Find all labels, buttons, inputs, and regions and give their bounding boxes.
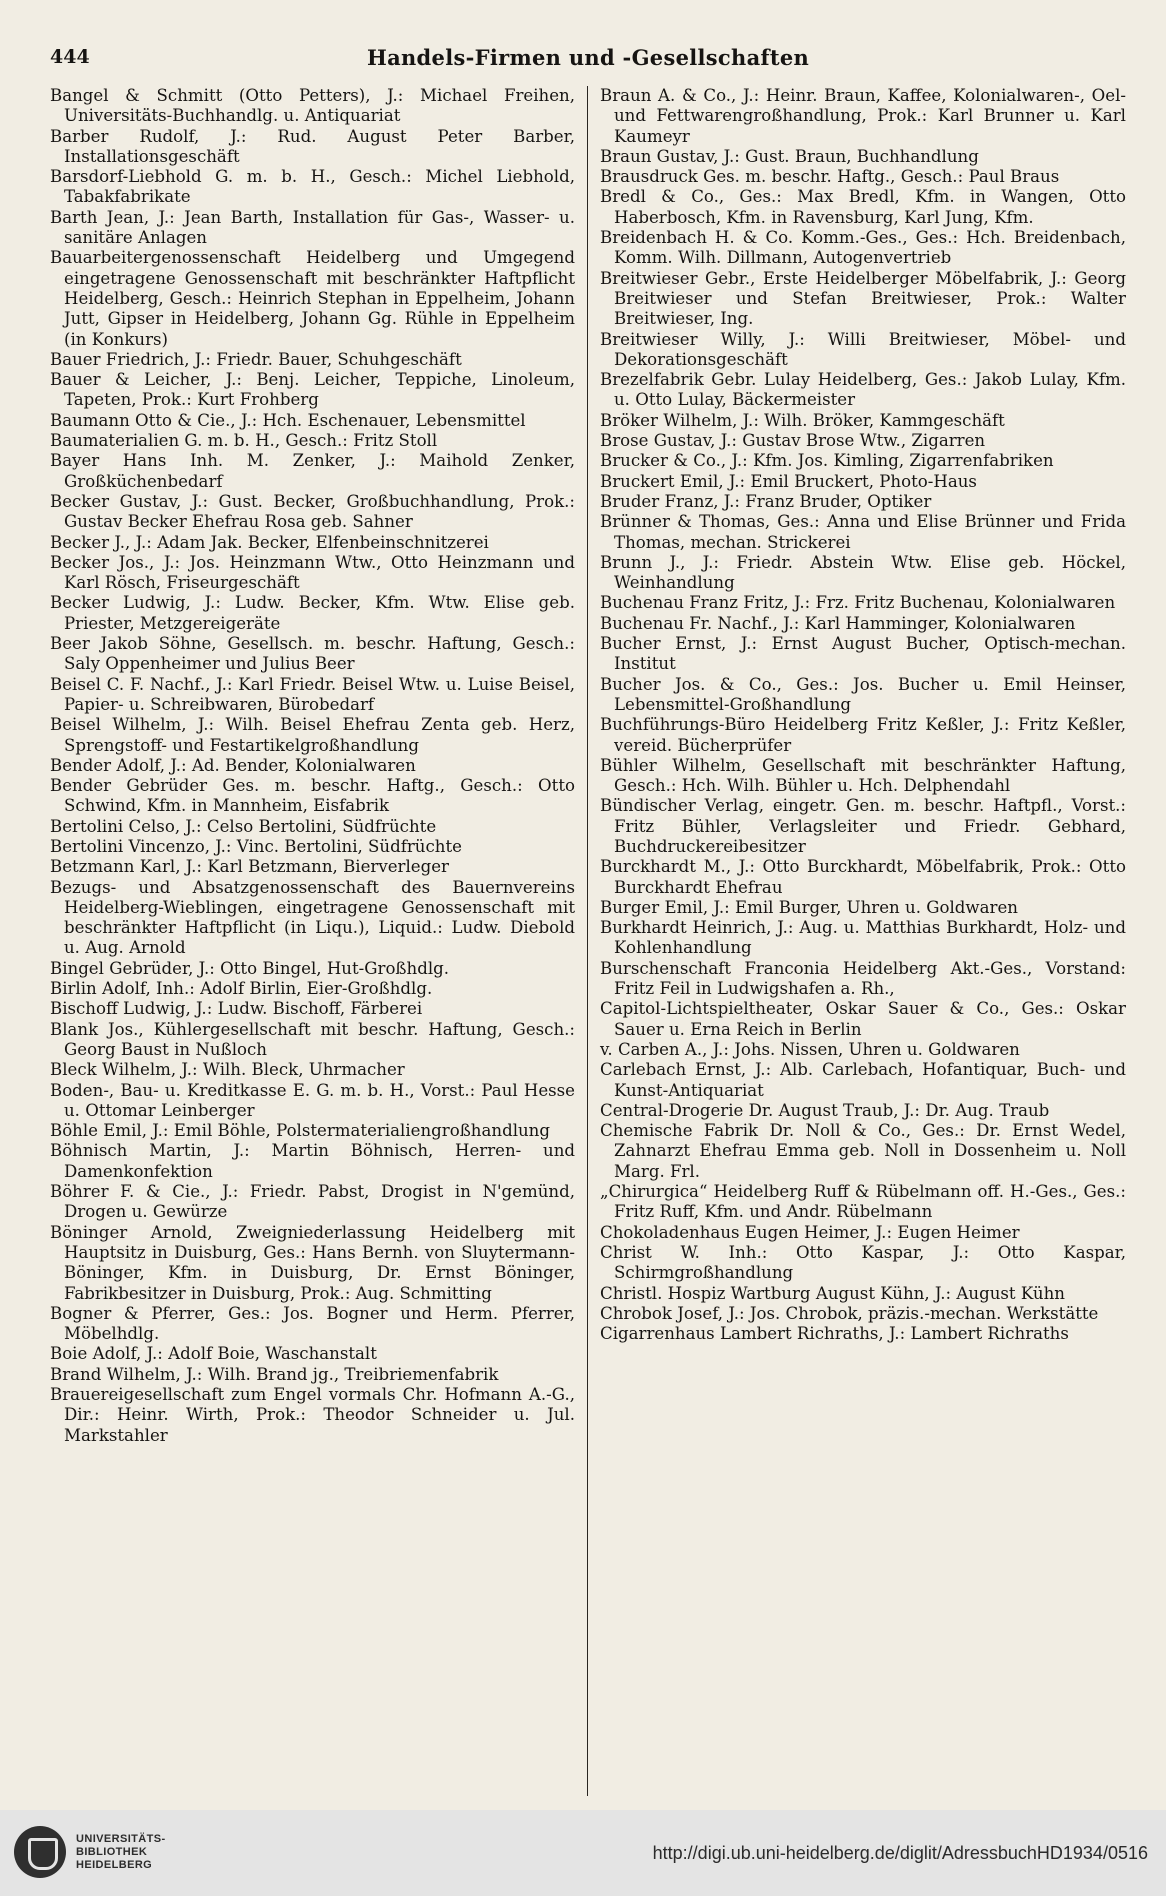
right-column <box>588 86 1126 1796</box>
directory-entry: Bauarbeitergenossenschaft Heidelberg und Umgegend eingetragene Genossenschaft mit beschränkter Haftpflicht Heidelberg, Gesch.: Heinrich Stephan in Eppelheim, Johann Jutt, Gipser in Heidelberg, Johann Gg. Rühle in Eppelheim (in Konkurs) <box>50 248 575 349</box>
directory-entry: Bertolini Celso, J.: Celso Bertolini, Südfrüchte <box>50 816 437 836</box>
directory-entry: Braun Gustav, J.: Gust. Braun, Buchhandlung <box>600 146 979 166</box>
directory-entry: Burkhardt Heinrich, J.: Aug. u. Matthias Burkhardt, Holz- und Kohlenhandlung <box>600 918 1126 958</box>
running-head: Handels-Firmen und -Gesellschaften <box>366 44 810 70</box>
directory-entry: Brausdruck Ges. m. beschr. Haftg., Gesch.: Paul Braus <box>600 167 1060 187</box>
directory-entry: Bauer & Leicher, J.: Benj. Leicher, Teppiche, Linoleum, Tapeten, Prok.: Kurt Frohberg <box>50 370 575 410</box>
directory-entry: Braun A. & Co., J.: Heinr. Braun, Kaffee, Kolonialwaren-, Oel- und Fettwarengroßhandlung, Prok.: Karl Brunner u. Karl Kaumeyr <box>600 86 1126 146</box>
logo-line: BIBLIOTHEK <box>76 1845 148 1858</box>
directory-entry: Chemische Fabrik Dr. Noll & Co., Ges.: Dr. Ernst Wedel, Zahnarzt Ehefrau Emma geb. Noll in Dossenheim u. Noll Marg. Frl. <box>600 1121 1126 1181</box>
directory-entry: Brose Gustav, J.: Gustav Brose Wtw., Zigarren <box>600 431 986 451</box>
directory-entry: Breidenbach H. & Co. Komm.-Ges., Ges.: Hch. Breidenbach, Komm. Wilh. Dillmann, Autogenvertrieb <box>600 228 1126 268</box>
directory-entry: Breitwieser Willy, J.: Willi Breitwieser, Möbel- und Dekorationsgeschäft <box>600 329 1126 369</box>
directory-entry: Bröker Wilhelm, J.: Wilh. Bröker, Kammgeschäft <box>600 410 1005 430</box>
directory-entry: Baumann Otto & Cie., J.: Hch. Eschenauer, Lebensmittel <box>50 410 526 430</box>
directory-entry: Becker Gustav, J.: Gust. Becker, Großbuchhandlung, Prok.: Gustav Becker Ehefrau Rosa geb. Sahner <box>50 491 575 532</box>
directory-entry: Buchführungs-Büro Heidelberg Fritz Keßler, J.: Fritz Keßler, vereid. Bücherprüfer <box>600 715 1126 755</box>
directory-entry: Bucher Jos. & Co., Ges.: Jos. Bucher u. Emil Heinser, Lebensmittel-Großhandlung <box>600 674 1126 714</box>
directory-entry: Blank Jos., Kühlergesellschaft mit beschr. Haftung, Gesch.: Georg Baust in Nußloch <box>50 1019 575 1059</box>
directory-entry: Beisel Wilhelm, J.: Wilh. Beisel Ehefrau Zenta geb. Herz, Sprengstoff- und Festartikelgroßhandlung <box>50 715 575 755</box>
directory-entry: Bauer Friedrich, J.: Friedr. Bauer, Schuhgeschäft <box>50 349 462 369</box>
directory-entry: Chrobok Josef, J.: Jos. Chrobok, präzis.-mechan. Werkstätte <box>600 1303 1099 1323</box>
directory-entry: Central-Drogerie Dr. August Traub, J.: Dr. Aug. Traub <box>600 1100 1050 1120</box>
directory-entry: Bucher Ernst, J.: Ernst August Bucher, Optisch-mechan. Institut <box>600 634 1126 674</box>
directory-entry: Bayer Hans Inh. M. Zenker, J.: Maihold Zenker, Großküchenbedarf <box>50 451 575 491</box>
directory-entry: Bündischer Verlag, eingetr. Gen. m. beschr. Haftpfl., Vorst.: Fritz Bühler, Verlagsleiter und Friedr. Gebhard, Buchdruckereibesitzer <box>600 796 1126 856</box>
directory-entry: Cigarrenhaus Lambert Richraths, J.: Lambert Richraths <box>600 1324 1069 1344</box>
directory-entry: Bleck Wilhelm, J.: Wilh. Bleck, Uhrmacher <box>50 1060 405 1080</box>
directory-entry: Chokoladenhaus Eugen Heimer, J.: Eugen Heimer <box>600 1222 1020 1242</box>
directory-entry: Brucker & Co., J.: Kfm. Jos. Kimling, Zigarrenfabriken <box>600 451 1054 471</box>
directory-entry: Betzmann Karl, J.: Karl Betzmann, Bierverleger <box>50 857 449 877</box>
directory-entry: Bertolini Vincenzo, J.: Vinc. Bertolini, Südfrüchte <box>50 836 462 856</box>
directory-entry: Brezelfabrik Gebr. Lulay Heidelberg, Ges.: Jakob Lulay, Kfm. u. Otto Lulay, Bäckermeister <box>600 370 1126 410</box>
directory-entry: Becker J., J.: Adam Jak. Becker, Elfenbeinschnitzerei <box>50 532 489 552</box>
directory-entry: Becker Ludwig, J.: Ludw. Becker, Kfm. Wtw. Elise geb. Priester, Metzgereigeräte <box>50 593 575 633</box>
directory-entry: Breitwieser Gebr., Erste Heidelberger Möbelfabrik, J.: Georg Breitwieser und Stefan Breitwieser, Prok.: Walter Breitwieser, Ing. <box>600 268 1126 329</box>
directory-entry: Barsdorf-Liebhold G. m. b. H., Gesch.: Michel Liebhold, Tabakfabrikate <box>50 167 575 207</box>
directory-entry: Bangel & Schmitt (Otto Petters), J.: Michael Freihen, Universitäts-Buchhandlg. u. Antiquariat <box>50 86 575 126</box>
directory-entry: Barth Jean, J.: Jean Barth, Installation für Gas-, Wasser- u. sanitäre Anlagen <box>50 207 575 248</box>
directory-entry: Buchenau Fr. Nachf., J.: Karl Hamminger, Kolonialwaren <box>600 613 1076 633</box>
directory-entry: Bruckert Emil, J.: Emil Bruckert, Photo-Haus <box>600 471 977 491</box>
directory-entry: Christ W. Inh.: Otto Kaspar, J.: Otto Kaspar, Schirmgroßhandlung <box>600 1242 1126 1283</box>
directory-entry: Capitol-Lichtspieltheater, Oskar Sauer & Co., Ges.: Oskar Sauer u. Erna Reich in Berlin <box>600 999 1126 1039</box>
directory-entry: Boden-, Bau- u. Kreditkasse E. G. m. b. H., Vorst.: Paul Hesse u. Ottomar Leinberger <box>50 1080 575 1120</box>
directory-entry: Bender Gebrüder Ges. m. beschr. Haftg., Gesch.: Otto Schwind, Kfm. in Mannheim, Eisfabrik <box>50 776 575 816</box>
directory-entry: Böhrer F. & Cie., J.: Friedr. Pabst, Drogist in N'gemünd, Drogen u. Gewürze <box>50 1182 575 1222</box>
library-name <box>76 1833 166 1872</box>
directory-entry: Brauereigesellschaft zum Engel vormals Chr. Hofmann A.-G., Dir.: Heinr. Wirth, Prok.: Theodor Schneider u. Jul. Markstahler <box>50 1385 575 1445</box>
directory-entry: „Chirurgica“ Heidelberg Ruff & Rübelmann off. H.-Ges., Ges.: Fritz Ruff, Kfm. und Andr. Rübelmann <box>600 1182 1126 1222</box>
directory-entry: Birlin Adolf, Inh.: Adolf Birlin, Eier-Großhdlg. <box>50 979 433 999</box>
directory-entry: Bogner & Pferrer, Ges.: Jos. Bogner und Herm. Pferrer, Möbelhdlg. <box>50 1303 575 1344</box>
directory-entry: Buchenau Franz Fritz, J.: Frz. Fritz Buchenau, Kolonialwaren <box>600 593 1116 613</box>
left-column <box>50 86 588 1796</box>
directory-entry: Bischoff Ludwig, J.: Ludw. Bischoff, Färberei <box>50 999 423 1019</box>
directory-entry: Bingel Gebrüder, J.: Otto Bingel, Hut-Großhdlg. <box>50 958 450 978</box>
directory-entry: Bender Adolf, J.: Ad. Bender, Kolonialwaren <box>50 755 416 775</box>
directory-entry: Bühler Wilhelm, Gesellschaft mit beschränkter Haftung, Gesch.: Hch. Wilh. Bühler u. Hch. Delphendahl <box>600 755 1126 796</box>
directory-entry: v. Carben A., J.: Johs. Nissen, Uhren u. Goldwaren <box>600 1039 1020 1059</box>
directory-entry: Burger Emil, J.: Emil Burger, Uhren u. Goldwaren <box>600 897 1018 917</box>
page-number: 444 <box>50 46 90 68</box>
source-url-link[interactable]: http://digi.ub.uni-heidelberg.de/diglit/AdressbuchHD1934/0516 <box>652 1843 1148 1863</box>
library-seal-icon <box>14 1826 66 1878</box>
directory-entry: Baumaterialien G. m. b. H., Gesch.: Fritz Stoll <box>50 431 438 451</box>
directory-entry: Bruder Franz, J.: Franz Bruder, Optiker <box>600 491 932 511</box>
logo-line: HEIDELBERG <box>76 1858 153 1871</box>
directory-entry: Böninger Arnold, Zweigniederlassung Heidelberg mit Hauptsitz in Duisburg, Ges.: Hans Bernh. von Sluytermann-Böninger, Kfm. in Duisburg, Dr. Ernst Böninger, Fabrikbesitzer in Duisburg, Prok.: Aug. Schmitting <box>50 1222 575 1303</box>
logo-line: UNIVERSITÄTS- <box>76 1832 166 1845</box>
directory-entry: Boie Adolf, J.: Adolf Boie, Waschanstalt <box>50 1344 377 1364</box>
directory-entry: Bezugs- und Absatzgenossenschaft des Bauernvereins Heidelberg-Wieblingen, eingetragene Genossenschaft mit beschränkter Haftpflicht (in Liqu.), Liquid.: Ludw. Diebold u. Aug. Arnold <box>50 877 575 958</box>
directory-entry: Christl. Hospiz Wartburg August Kühn, J.: August Kühn <box>600 1283 1065 1303</box>
directory-entry: Brünner & Thomas, Ges.: Anna und Elise Brünner und Frida Thomas, mechan. Strickerei <box>600 512 1126 552</box>
directory-entry: Böhnisch Martin, J.: Martin Böhnisch, Herren- und Damenkonfektion <box>50 1141 575 1181</box>
directory-entry: Burschenschaft Franconia Heidelberg Akt.-Ges., Vorstand: Fritz Feil in Ludwigshafen a. Rh., <box>600 958 1126 999</box>
directory-entry: Carlebach Ernst, J.: Alb. Carlebach, Hofantiquar, Buch- und Kunst-Antiquariat <box>600 1060 1126 1100</box>
directory-entry: Beer Jakob Söhne, Gesellsch. m. beschr. Haftung, Gesch.: Saly Oppenheimer und Julius Beer <box>50 634 575 674</box>
directory-entry: Brand Wilhelm, J.: Wilh. Brand jg., Treibriemenfabrik <box>50 1364 499 1384</box>
directory-entry: Becker Jos., J.: Jos. Heinzmann Wtw., Otto Heinzmann und Karl Rösch, Friseurgeschäft <box>50 552 575 593</box>
directory-entry: Bredl & Co., Ges.: Max Bredl, Kfm. in Wangen, Otto Haberbosch, Kfm. in Ravensburg, Karl Jung, Kfm. <box>600 187 1126 227</box>
directory-entry: Brunn J., J.: Friedr. Abstein Wtw. Elise geb. Höckel, Weinhandlung <box>600 552 1126 593</box>
text-columns <box>50 86 1126 1796</box>
footer-bar <box>0 1810 1166 1896</box>
directory-entry: Burckhardt M., J.: Otto Burckhardt, Möbelfabrik, Prok.: Otto Burckhardt Ehefrau <box>600 857 1126 897</box>
directory-entry: Beisel C. F. Nachf., J.: Karl Friedr. Beisel Wtw. u. Luise Beisel, Papier- u. Schreibwaren, Bürobedarf <box>50 674 575 714</box>
directory-entry: Böhle Emil, J.: Emil Böhle, Polstermaterialiengroßhandlung <box>50 1121 550 1141</box>
directory-entry: Barber Rudolf, J.: Rud. August Peter Barber, Installationsgeschäft <box>50 126 575 166</box>
page-header <box>50 40 1126 74</box>
library-logo <box>14 1826 166 1878</box>
